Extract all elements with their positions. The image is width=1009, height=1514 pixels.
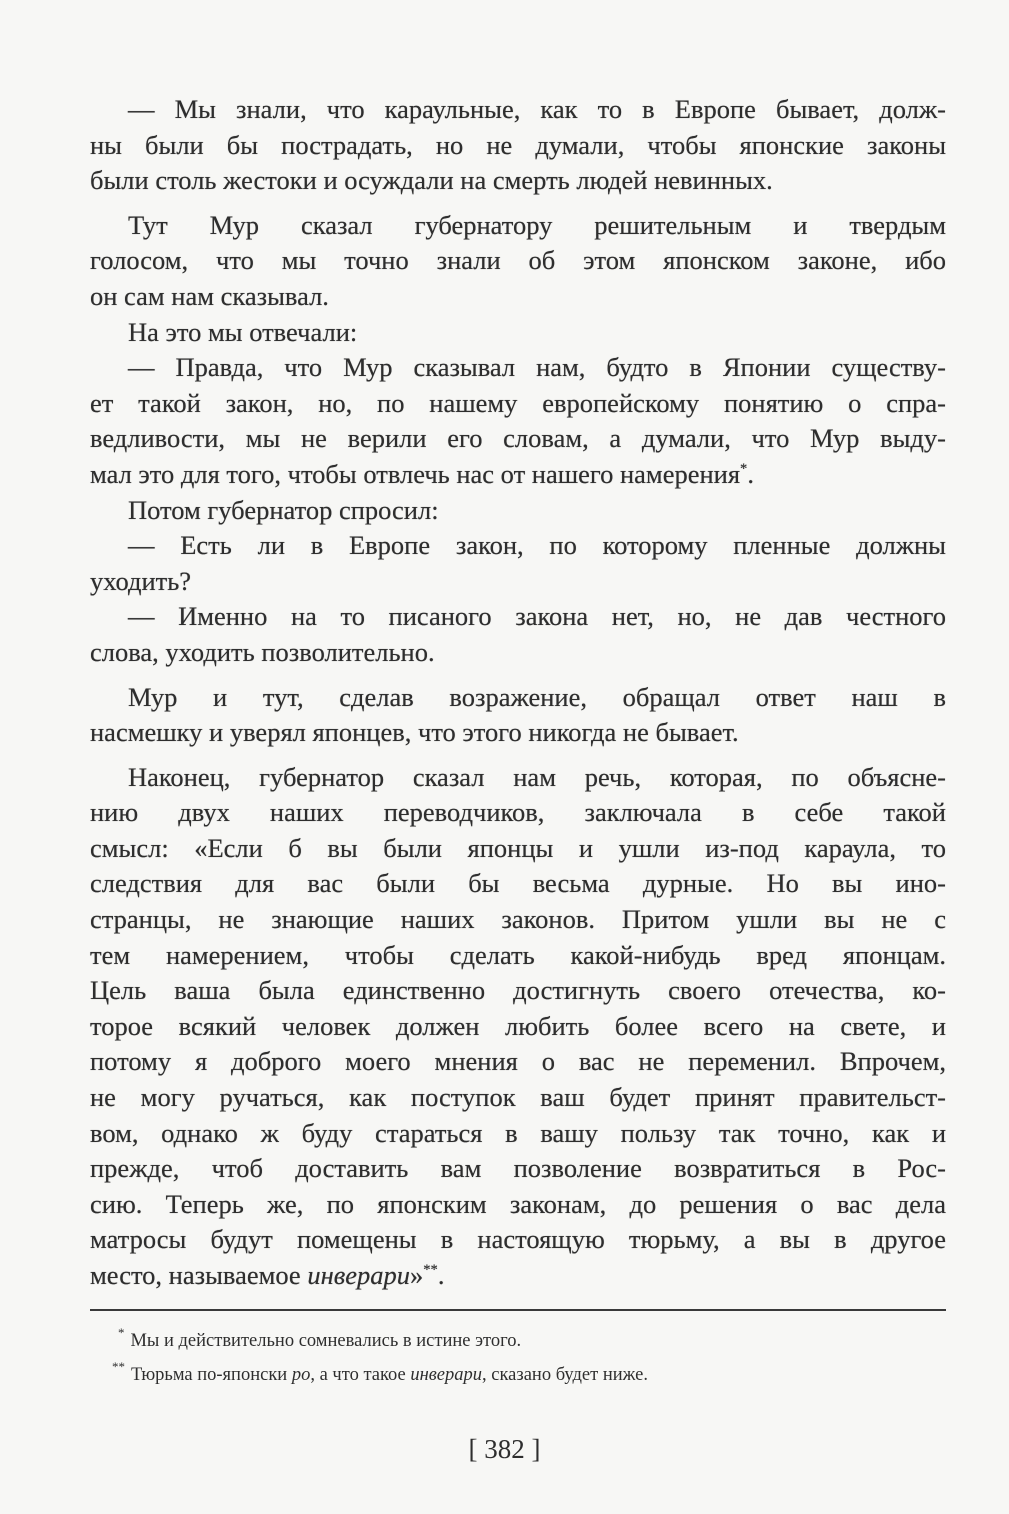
paragraph: [90, 208, 946, 315]
text-line: нию двух наших переводчиков, заключала в себе такой: [90, 797, 946, 828]
text-line: вом, однако ж буду стараться в вашу пользу так точно, как и: [90, 1117, 946, 1148]
text-line: прежде, чтоб доставить вам позволение возвратиться в Рос-: [90, 1153, 946, 1184]
text-line: — Именно на то писаного закона нет, но, не дав честного: [128, 601, 946, 632]
text-line: — Есть ли в Европе закон, по которому пленные должны: [128, 530, 946, 561]
paragraph: [90, 350, 946, 492]
text-line: ны были бы пострадать, но не думали, чтобы японские законы: [90, 129, 946, 160]
text-line: место, называемое инверари»**.: [90, 1260, 445, 1290]
text-line: Мур и тут, сделав возражение, обращал ответ наш в: [128, 681, 946, 712]
footnote-marker: *: [740, 460, 748, 477]
footnote-divider: [90, 1309, 946, 1311]
text-line: уходить?: [90, 565, 192, 596]
text-line: Тут Мур сказал губернатору решительным и твердым: [128, 209, 946, 240]
text-line: На это мы отвечали:: [128, 316, 358, 347]
body-text: [90, 92, 946, 1294]
text-line: мал это для того, чтобы отвлечь нас от нашего намерения*.: [90, 458, 754, 489]
paragraph: [90, 680, 946, 751]
footnote-marker: **: [423, 1261, 438, 1278]
text-line: смысл: «Если б вы были японцы и ушли из-под караула, то: [90, 832, 946, 863]
text-line: Наконец, губернатор сказал нам речь, которая, по объясне-: [128, 761, 946, 792]
text-line: голосом, что мы точно знали об этом японском законе, ибо: [90, 245, 946, 276]
text-line: слова, уходить позволительно.: [90, 636, 435, 667]
footnote-marker: *: [118, 1324, 125, 1340]
text-line: — Мы знали, что караульные, как то в Европе бывает, долж-: [128, 94, 946, 124]
italic-term: инверари: [307, 1260, 410, 1290]
italic-term: инверари: [410, 1365, 483, 1385]
text-line: не могу ручаться, как поступок ваш будет принят правительст-: [90, 1082, 946, 1113]
text-line: странцы, не знающие наших законов. Притом ушли вы не с: [90, 904, 946, 935]
paragraph: [90, 92, 946, 199]
paragraph: [90, 528, 946, 599]
text-line: торое всякий человек должен любить более всего на свете, и: [90, 1010, 946, 1041]
paragraph: [90, 315, 946, 351]
text-line: — Правда, что Мур сказывал нам, будто в Японии существу-: [128, 352, 946, 383]
text-line: ет такой закон, но, по нашему европейскому понятию о спра-: [90, 387, 946, 418]
footnotes: [112, 1324, 648, 1392]
text-line: следствия для вас были бы весьма дурные. Но вы ино-: [90, 868, 946, 899]
text-line: Потом губернатор спросил:: [128, 494, 439, 525]
paragraph: [90, 599, 946, 670]
italic-term: ро: [291, 1365, 311, 1385]
footnote-marker: **: [112, 1358, 125, 1374]
footnote: ** Тюрьма по-японски ро, а что такое инверари, сказано будет ниже.: [112, 1358, 648, 1385]
text-line: Цель ваша была единственно достигнуть своего отечества, ко-: [90, 975, 946, 1006]
paragraph: [90, 493, 946, 529]
text-line: ведливости, мы не верили его словам, а думали, что Мур выду-: [90, 423, 946, 454]
paragraph: [90, 760, 946, 1294]
text-line: он сам нам сказывал.: [90, 280, 329, 311]
text-line: сию. Теперь же, по японским законам, до решения о вас дела: [90, 1188, 946, 1219]
footnote: * Мы и действительно сомневались в истине этого.: [118, 1324, 522, 1351]
text-line: тем намерением, чтобы сделать какой-нибудь вред японцам.: [90, 939, 946, 970]
page-number: [ 382 ]: [468, 1434, 541, 1464]
text-line: были столь жестоки и осуждали на смерть людей невинных.: [90, 165, 773, 196]
text-line: насмешку и уверял японцев, что этого никогда не бывает.: [90, 717, 739, 748]
text-line: потому я доброго моего мнения о вас не переменил. Впрочем,: [90, 1046, 946, 1077]
text-line: матросы будут помещены в настоящую тюрьму, а вы в другое: [90, 1224, 946, 1255]
